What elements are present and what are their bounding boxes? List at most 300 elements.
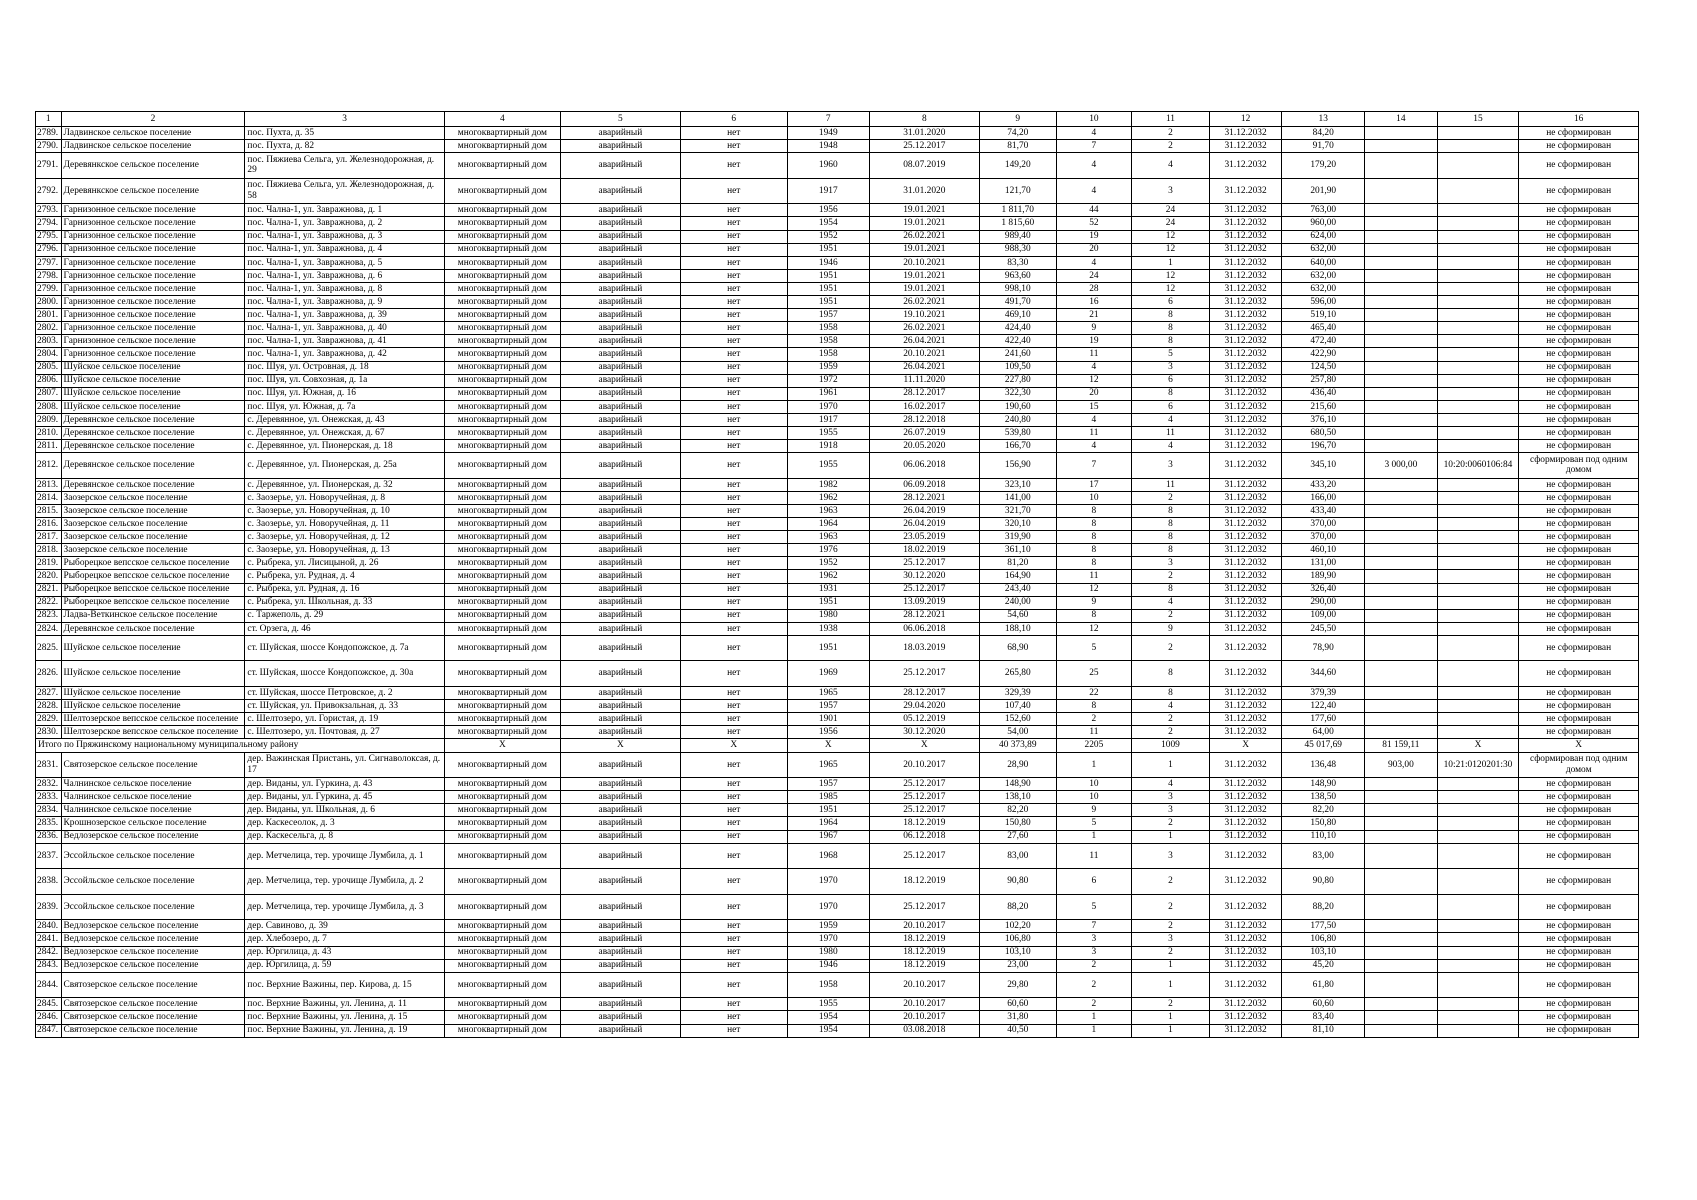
area-cell: 322,30: [979, 387, 1056, 400]
cadastral-number-cell: [1437, 609, 1519, 622]
row-number-cell: 2819.: [36, 557, 62, 570]
table-row: [36, 920, 1639, 933]
recognition-date-cell: 31.01.2020: [869, 127, 979, 140]
cultural-heritage-cell: нет: [680, 959, 787, 972]
area-cell: 240,00: [979, 596, 1056, 609]
recognition-date-cell: 26.02.2021: [869, 296, 979, 309]
recognition-date-cell: 20.10.2017: [869, 972, 979, 998]
recognition-date-cell: 03.08.2018: [869, 1024, 979, 1037]
cadastral-number-cell: [1437, 544, 1519, 557]
settlement-cell: Деревянское сельское поселение: [61, 413, 245, 426]
house-type-cell: многоквартирный дом: [444, 635, 560, 661]
cultural-heritage-cell: нет: [680, 335, 787, 348]
plot-status-cell: не сформирован: [1519, 609, 1639, 622]
area-cell: 329,39: [979, 687, 1056, 700]
land-area-cell: 179,20: [1282, 153, 1365, 179]
resettlement-deadline-cell: 31.12.2032: [1209, 544, 1282, 557]
build-year-cell: 1952: [787, 557, 869, 570]
plot-status-cell: не сформирован: [1519, 570, 1639, 583]
plot-status-cell: не сформирован: [1519, 869, 1639, 895]
cultural-heritage-cell: нет: [680, 713, 787, 726]
resettlement-deadline-cell: 31.12.2032: [1209, 243, 1282, 256]
premises-cell: 3: [1132, 804, 1210, 817]
area-cell: 103,10: [979, 946, 1056, 959]
condition-cell: аварийный: [561, 972, 681, 998]
row-number-cell: 2799.: [36, 282, 62, 295]
plot-area-cell: [1365, 609, 1438, 622]
premises-cell: 1: [1132, 959, 1210, 972]
condition-cell: аварийный: [561, 726, 681, 739]
settlement-cell: Шуйское сельское поселение: [61, 700, 245, 713]
residents-cell: 11: [1056, 348, 1132, 361]
recognition-date-cell: 06.12.2018: [869, 830, 979, 843]
cultural-heritage-cell: нет: [680, 309, 787, 322]
condition-cell: аварийный: [561, 491, 681, 504]
house-type-cell: многоквартирный дом: [444, 140, 560, 153]
residents-cell: 9: [1056, 322, 1132, 335]
recognition-date-cell: 25.12.2017: [869, 791, 979, 804]
premises-cell: 3: [1132, 843, 1210, 869]
plot-area-cell: [1365, 1024, 1438, 1037]
table-row: [36, 140, 1639, 153]
condition-cell: аварийный: [561, 413, 681, 426]
cultural-heritage-cell: нет: [680, 217, 787, 230]
premises-cell: 1: [1132, 1011, 1210, 1024]
cadastral-number-cell: [1437, 869, 1519, 895]
settlement-cell: Рыборецкое вепсское сельское поселение: [61, 596, 245, 609]
build-year-cell: 1965: [787, 687, 869, 700]
table-row: [36, 1011, 1639, 1024]
land-area-cell: 60,60: [1282, 998, 1365, 1011]
resettlement-deadline-cell: 31.12.2032: [1209, 946, 1282, 959]
settlement-cell: Эссойльское сельское поселение: [61, 869, 245, 895]
cultural-heritage-cell: нет: [680, 830, 787, 843]
cadastral-number-cell: 10:21:0120201:30: [1437, 752, 1519, 778]
resettlement-deadline-cell: 31.12.2032: [1209, 635, 1282, 661]
area-cell: 424,40: [979, 322, 1056, 335]
plot-status-cell: не сформирован: [1519, 361, 1639, 374]
area-cell: 109,50: [979, 361, 1056, 374]
house-type-cell: многоквартирный дом: [444, 348, 560, 361]
table-row: [36, 778, 1639, 791]
land-area-cell: 624,00: [1282, 230, 1365, 243]
total-condition: X: [561, 739, 681, 752]
premises-cell: 3: [1132, 178, 1210, 204]
plot-area-cell: [1365, 400, 1438, 413]
build-year-cell: 1957: [787, 700, 869, 713]
row-number-cell: 2800.: [36, 296, 62, 309]
premises-cell: 2: [1132, 491, 1210, 504]
build-year-cell: 1949: [787, 127, 869, 140]
area-cell: 323,10: [979, 478, 1056, 491]
cultural-heritage-cell: нет: [680, 843, 787, 869]
area-cell: 422,40: [979, 335, 1056, 348]
build-year-cell: 1946: [787, 256, 869, 269]
premises-cell: 5: [1132, 348, 1210, 361]
address-cell: пос. Чална-1, ул. Завражнова, д. 41: [245, 335, 444, 348]
land-area-cell: 45,20: [1282, 959, 1365, 972]
plot-area-cell: [1365, 920, 1438, 933]
address-cell: ст. Шуйская, шоссе Кондопожское, д. 30а: [245, 661, 444, 687]
premises-cell: 4: [1132, 778, 1210, 791]
residents-cell: 11: [1056, 726, 1132, 739]
area-cell: 188,10: [979, 622, 1056, 635]
cultural-heritage-cell: нет: [680, 243, 787, 256]
condition-cell: аварийный: [561, 920, 681, 933]
plot-status-cell: не сформирован: [1519, 959, 1639, 972]
premises-cell: 24: [1132, 217, 1210, 230]
land-area-cell: 433,20: [1282, 478, 1365, 491]
cultural-heritage-cell: нет: [680, 256, 787, 269]
residents-cell: 19: [1056, 230, 1132, 243]
land-area-cell: 82,20: [1282, 804, 1365, 817]
residents-cell: 1: [1056, 752, 1132, 778]
cadastral-number-cell: [1437, 387, 1519, 400]
table-row: [36, 752, 1639, 778]
address-cell: с. Заозерье, ул. Новоручейная, д. 11: [245, 518, 444, 531]
plot-area-cell: [1365, 426, 1438, 439]
plot-area-cell: [1365, 153, 1438, 179]
settlement-cell: Заозерское сельское поселение: [61, 544, 245, 557]
resettlement-deadline-cell: 31.12.2032: [1209, 557, 1282, 570]
recognition-date-cell: 19.10.2021: [869, 309, 979, 322]
settlement-cell: Ведлозерское сельское поселение: [61, 933, 245, 946]
house-type-cell: многоквартирный дом: [444, 791, 560, 804]
plot-status-cell: не сформирован: [1519, 830, 1639, 843]
area-cell: 27,60: [979, 830, 1056, 843]
premises-cell: 8: [1132, 531, 1210, 544]
total-premises: 1009: [1132, 739, 1210, 752]
cadastral-number-cell: [1437, 518, 1519, 531]
table-row: [36, 256, 1639, 269]
resettlement-deadline-cell: 31.12.2032: [1209, 830, 1282, 843]
total-house-type: X: [444, 739, 560, 752]
address-cell: с. Заозерье, ул. Новоручейная, д. 12: [245, 531, 444, 544]
resettlement-deadline-cell: 31.12.2032: [1209, 583, 1282, 596]
plot-area-cell: [1365, 491, 1438, 504]
land-area-cell: 632,00: [1282, 243, 1365, 256]
area-cell: 321,70: [979, 504, 1056, 517]
plot-status-cell: не сформирован: [1519, 933, 1639, 946]
build-year-cell: 1970: [787, 894, 869, 920]
residents-cell: 2: [1056, 959, 1132, 972]
premises-cell: 12: [1132, 282, 1210, 295]
build-year-cell: 1951: [787, 282, 869, 295]
house-type-cell: многоквартирный дом: [444, 894, 560, 920]
land-area-cell: 460,10: [1282, 544, 1365, 557]
cadastral-number-cell: [1437, 140, 1519, 153]
condition-cell: аварийный: [561, 518, 681, 531]
land-area-cell: 632,00: [1282, 269, 1365, 282]
settlement-cell: Деревянское сельское поселение: [61, 440, 245, 453]
table-row: [36, 609, 1639, 622]
cadastral-number-cell: [1437, 531, 1519, 544]
plot-status-cell: не сформирован: [1519, 256, 1639, 269]
row-number-cell: 2823.: [36, 609, 62, 622]
plot-area-cell: [1365, 204, 1438, 217]
settlement-cell: Ладвинское сельское поселение: [61, 140, 245, 153]
recognition-date-cell: 28.12.2018: [869, 413, 979, 426]
address-cell: ст. Шуйская, шоссе Кондопожское, д. 7а: [245, 635, 444, 661]
residents-cell: 11: [1056, 570, 1132, 583]
build-year-cell: 1958: [787, 348, 869, 361]
plot-area-cell: [1365, 894, 1438, 920]
house-type-cell: многоквартирный дом: [444, 557, 560, 570]
address-cell: пос. Верхние Важины, ул. Ленина, д. 15: [245, 1011, 444, 1024]
cultural-heritage-cell: нет: [680, 661, 787, 687]
build-year-cell: 1970: [787, 869, 869, 895]
plot-area-cell: [1365, 635, 1438, 661]
column-number: 5: [561, 112, 681, 127]
table-row: [36, 544, 1639, 557]
build-year-cell: 1901: [787, 713, 869, 726]
plot-area-cell: [1365, 570, 1438, 583]
resettlement-deadline-cell: 31.12.2032: [1209, 933, 1282, 946]
row-number-cell: 2801.: [36, 309, 62, 322]
land-area-cell: 596,00: [1282, 296, 1365, 309]
house-type-cell: многоквартирный дом: [444, 256, 560, 269]
land-area-cell: 370,00: [1282, 518, 1365, 531]
house-type-cell: многоквартирный дом: [444, 869, 560, 895]
total-plot-status: X: [1519, 739, 1639, 752]
plot-area-cell: [1365, 817, 1438, 830]
settlement-cell: Святозерское сельское поселение: [61, 972, 245, 998]
row-number-cell: 2818.: [36, 544, 62, 557]
table-row: [36, 933, 1639, 946]
cultural-heritage-cell: нет: [680, 622, 787, 635]
cadastral-number-cell: [1437, 127, 1519, 140]
plot-area-cell: [1365, 687, 1438, 700]
column-number: 16: [1519, 112, 1639, 127]
settlement-cell: Ладвинское сельское поселение: [61, 127, 245, 140]
house-type-cell: многоквартирный дом: [444, 752, 560, 778]
settlement-cell: Святозерское сельское поселение: [61, 1011, 245, 1024]
build-year-cell: 1955: [787, 998, 869, 1011]
plot-status-cell: не сформирован: [1519, 243, 1639, 256]
table-row: [36, 478, 1639, 491]
area-cell: 491,70: [979, 296, 1056, 309]
land-area-cell: 376,10: [1282, 413, 1365, 426]
house-type-cell: многоквартирный дом: [444, 920, 560, 933]
cultural-heritage-cell: нет: [680, 453, 787, 479]
settlement-cell: Рыборецкое вепсское сельское поселение: [61, 570, 245, 583]
row-number-cell: 2821.: [36, 583, 62, 596]
land-area-cell: 465,40: [1282, 322, 1365, 335]
table-row: [36, 817, 1639, 830]
settlement-cell: Заозерское сельское поселение: [61, 518, 245, 531]
build-year-cell: 1959: [787, 361, 869, 374]
plot-status-cell: не сформирован: [1519, 946, 1639, 959]
cadastral-number-cell: [1437, 557, 1519, 570]
plot-status-cell: не сформирован: [1519, 400, 1639, 413]
area-cell: 361,10: [979, 544, 1056, 557]
plot-area-cell: [1365, 335, 1438, 348]
house-type-cell: многоквартирный дом: [444, 1011, 560, 1024]
area-cell: 138,10: [979, 791, 1056, 804]
residents-cell: 2: [1056, 713, 1132, 726]
house-type-cell: многоквартирный дом: [444, 296, 560, 309]
premises-cell: 4: [1132, 700, 1210, 713]
premises-cell: 2: [1132, 894, 1210, 920]
cultural-heritage-cell: нет: [680, 282, 787, 295]
plot-area-cell: [1365, 544, 1438, 557]
cultural-heritage-cell: нет: [680, 153, 787, 179]
plot-status-cell: не сформирован: [1519, 817, 1639, 830]
address-cell: пос. Чална-1, ул. Завражнова, д. 4: [245, 243, 444, 256]
residents-cell: 52: [1056, 217, 1132, 230]
land-area-cell: 81,10: [1282, 1024, 1365, 1037]
area-cell: 40,50: [979, 1024, 1056, 1037]
area-cell: 29,80: [979, 972, 1056, 998]
address-cell: с. Шелтозеро, ул. Гористая, д. 19: [245, 713, 444, 726]
table-row: [36, 687, 1639, 700]
residents-cell: 4: [1056, 178, 1132, 204]
premises-cell: 4: [1132, 440, 1210, 453]
condition-cell: аварийный: [561, 282, 681, 295]
premises-cell: 8: [1132, 544, 1210, 557]
cadastral-number-cell: [1437, 894, 1519, 920]
row-number-cell: 2846.: [36, 1011, 62, 1024]
premises-cell: 2: [1132, 570, 1210, 583]
plot-area-cell: [1365, 791, 1438, 804]
cadastral-number-cell: [1437, 583, 1519, 596]
plot-area-cell: [1365, 348, 1438, 361]
settlement-cell: Ведлозерское сельское поселение: [61, 959, 245, 972]
cultural-heritage-cell: нет: [680, 635, 787, 661]
cadastral-number-cell: [1437, 1024, 1519, 1037]
cultural-heritage-cell: нет: [680, 387, 787, 400]
land-area-cell: 196,70: [1282, 440, 1365, 453]
area-cell: 28,90: [979, 752, 1056, 778]
condition-cell: аварийный: [561, 894, 681, 920]
address-cell: пос. Верхние Важины, ул. Ленина, д. 11: [245, 998, 444, 1011]
area-cell: 74,20: [979, 127, 1056, 140]
plot-status-cell: не сформирован: [1519, 269, 1639, 282]
premises-cell: 12: [1132, 243, 1210, 256]
table-row: [36, 269, 1639, 282]
total-build-year: X: [787, 739, 869, 752]
area-cell: 106,80: [979, 933, 1056, 946]
land-area-cell: 290,00: [1282, 596, 1365, 609]
table-row: [36, 453, 1639, 479]
plot-status-cell: не сформирован: [1519, 791, 1639, 804]
premises-cell: 8: [1132, 387, 1210, 400]
condition-cell: аварийный: [561, 544, 681, 557]
resettlement-deadline-cell: 31.12.2032: [1209, 726, 1282, 739]
condition-cell: аварийный: [561, 504, 681, 517]
plot-status-cell: не сформирован: [1519, 920, 1639, 933]
residents-cell: 1: [1056, 1024, 1132, 1037]
premises-cell: 1: [1132, 830, 1210, 843]
table-row: [36, 726, 1639, 739]
residents-cell: 4: [1056, 440, 1132, 453]
cultural-heritage-cell: нет: [680, 752, 787, 778]
settlement-cell: Гарнизонное сельское поселение: [61, 256, 245, 269]
recognition-date-cell: 31.01.2020: [869, 178, 979, 204]
row-number-cell: 2803.: [36, 335, 62, 348]
cultural-heritage-cell: нет: [680, 531, 787, 544]
address-cell: пос. Шуя, ул. Островная, д. 18: [245, 361, 444, 374]
column-number: 8: [869, 112, 979, 127]
resettlement-deadline-cell: 31.12.2032: [1209, 309, 1282, 322]
cadastral-number-cell: [1437, 374, 1519, 387]
area-cell: 164,90: [979, 570, 1056, 583]
house-type-cell: многоквартирный дом: [444, 959, 560, 972]
address-cell: с. Рыбрека, ул. Рудная, д. 16: [245, 583, 444, 596]
residents-cell: 22: [1056, 687, 1132, 700]
resettlement-deadline-cell: 31.12.2032: [1209, 296, 1282, 309]
recognition-date-cell: 20.10.2017: [869, 998, 979, 1011]
resettlement-deadline-cell: 31.12.2032: [1209, 687, 1282, 700]
plot-status-cell: не сформирован: [1519, 894, 1639, 920]
resettlement-deadline-cell: 31.12.2032: [1209, 622, 1282, 635]
plot-status-cell: не сформирован: [1519, 1024, 1639, 1037]
row-number-cell: 2810.: [36, 426, 62, 439]
recognition-date-cell: 25.12.2017: [869, 804, 979, 817]
premises-cell: 3: [1132, 791, 1210, 804]
plot-status-cell: не сформирован: [1519, 726, 1639, 739]
premises-cell: 11: [1132, 426, 1210, 439]
row-number-cell: 2826.: [36, 661, 62, 687]
recognition-date-cell: 13.09.2019: [869, 596, 979, 609]
build-year-cell: 1954: [787, 1024, 869, 1037]
settlement-cell: Заозерское сельское поселение: [61, 504, 245, 517]
residents-cell: 8: [1056, 504, 1132, 517]
address-cell: пос. Пухта, д. 35: [245, 127, 444, 140]
land-area-cell: 257,80: [1282, 374, 1365, 387]
area-cell: 88,20: [979, 894, 1056, 920]
settlement-cell: Гарнизонное сельское поселение: [61, 335, 245, 348]
resettlement-deadline-cell: 31.12.2032: [1209, 361, 1282, 374]
area-cell: 83,00: [979, 843, 1056, 869]
premises-cell: 8: [1132, 661, 1210, 687]
address-cell: пос. Чална-1, ул. Завражнова, д. 9: [245, 296, 444, 309]
row-number-cell: 2806.: [36, 374, 62, 387]
cultural-heritage-cell: нет: [680, 894, 787, 920]
build-year-cell: 1976: [787, 544, 869, 557]
address-cell: дер. Юргилица, д. 43: [245, 946, 444, 959]
resettlement-deadline-cell: 31.12.2032: [1209, 387, 1282, 400]
settlement-cell: Святозерское сельское поселение: [61, 1024, 245, 1037]
resettlement-deadline-cell: 31.12.2032: [1209, 959, 1282, 972]
residents-cell: 4: [1056, 153, 1132, 179]
residents-cell: 8: [1056, 557, 1132, 570]
premises-cell: 1: [1132, 752, 1210, 778]
settlement-cell: Ладва-Веткинское сельское поселение: [61, 609, 245, 622]
row-number-cell: 2792.: [36, 178, 62, 204]
cadastral-number-cell: [1437, 504, 1519, 517]
plot-area-cell: [1365, 531, 1438, 544]
build-year-cell: 1957: [787, 309, 869, 322]
plot-status-cell: не сформирован: [1519, 348, 1639, 361]
resettlement-deadline-cell: 31.12.2032: [1209, 998, 1282, 1011]
build-year-cell: 1951: [787, 296, 869, 309]
plot-area-cell: [1365, 661, 1438, 687]
build-year-cell: 1956: [787, 726, 869, 739]
condition-cell: аварийный: [561, 959, 681, 972]
settlement-cell: Гарнизонное сельское поселение: [61, 269, 245, 282]
settlement-cell: Чалнинское сельское поселение: [61, 778, 245, 791]
build-year-cell: 1948: [787, 140, 869, 153]
build-year-cell: 1951: [787, 596, 869, 609]
land-area-cell: 61,80: [1282, 972, 1365, 998]
house-type-cell: многоквартирный дом: [444, 387, 560, 400]
land-area-cell: 326,40: [1282, 583, 1365, 596]
address-cell: с. Деревянное, ул. Пионерская, д. 25а: [245, 453, 444, 479]
plot-status-cell: не сформирован: [1519, 700, 1639, 713]
plot-area-cell: [1365, 440, 1438, 453]
table-row: [36, 153, 1639, 179]
